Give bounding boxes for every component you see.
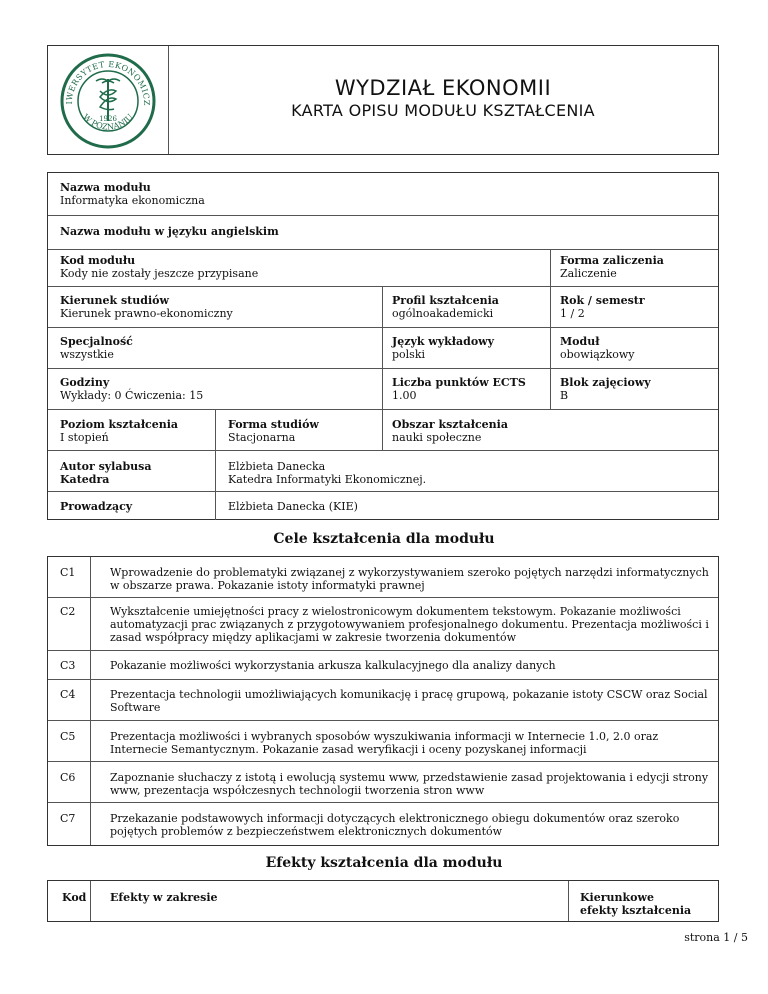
language-cell bbox=[392, 335, 494, 361]
outcomes-col-scope-label: Efekty w zakresie bbox=[110, 891, 218, 904]
ects-value: 1.00 bbox=[392, 389, 417, 402]
module-code-value: Kody nie zostały jeszcze przypisane bbox=[60, 267, 259, 280]
module-code-cell bbox=[60, 254, 258, 280]
faculty-title: WYDZIAŁ EKONOMII bbox=[334, 76, 552, 100]
hours-cell bbox=[60, 376, 203, 402]
ects-label: Liczba punktów ECTS bbox=[392, 376, 526, 389]
module-type-label: Moduł bbox=[560, 335, 600, 348]
outcomes-table bbox=[47, 880, 719, 922]
author-value: Elżbieta Danecka bbox=[228, 460, 326, 473]
card-subtitle: KARTA OPISU MODUŁU KSZTAŁCENIA bbox=[291, 101, 595, 120]
year-cell bbox=[560, 294, 645, 320]
block-label: Blok zajęciowy bbox=[560, 376, 651, 389]
seal-icon bbox=[58, 51, 158, 151]
assessment-value: Zaliczenie bbox=[560, 267, 617, 280]
study-form-value: Stacjonarna bbox=[228, 431, 296, 444]
module-info-table bbox=[47, 172, 719, 520]
goal-text: Prezentacja technologii umożliwiających komunikację i pracę grupową, pokazanie istoty CSCW oraz Social Software bbox=[110, 688, 708, 714]
block-value: B bbox=[560, 389, 569, 402]
module-code-label: Kod modułu bbox=[60, 254, 136, 267]
specialty-value: wszystkie bbox=[60, 348, 114, 361]
specialty-label: Specjalność bbox=[60, 335, 133, 348]
outcomes-col-direction-label-1: Kierunkowe bbox=[580, 891, 654, 904]
page-number: strona 1 / 5 bbox=[684, 931, 748, 944]
module-name-label: Nazwa modułu bbox=[60, 181, 151, 194]
header-box bbox=[47, 45, 719, 155]
profile-value: ogólnoakademicki bbox=[392, 307, 494, 320]
svg-text:UNIWERSYTET EKONOMICZNY: IWERSYTET EKONOMICZ bbox=[64, 59, 152, 106]
goal-text: Przekazanie podstawowych informacji dotyczących elektronicznego obiegu dokumentów oraz szeroko pojętych problemów z bezpieczeństwem elektronicznych dokumentów bbox=[110, 812, 680, 838]
goal-text: Prezentacja możliwości i wybranych sposobów wyszukiwania informacji w Internecie 1.0, 2.0 oraz Internecie Semantycznym. Pokazanie zasad weryfikacji i oceny pozyskanej informacji bbox=[110, 730, 659, 756]
goal-text: Zapoznanie słuchaczy z istotą i ewolucją systemu www, przedstawienie zasad projektowania i edycji strony www, prezentacja współczesnych technologii tworzenia stron www bbox=[110, 771, 709, 797]
outcomes-col-code bbox=[62, 891, 86, 904]
outcomes-col-direction-label-2: efekty kształcenia bbox=[580, 904, 692, 917]
module-name-en-cell bbox=[60, 225, 279, 238]
specialty-cell bbox=[60, 335, 133, 361]
author-value-cell bbox=[228, 460, 426, 486]
lecturer-value-cell bbox=[228, 500, 358, 513]
year-value: 1 / 2 bbox=[560, 307, 585, 320]
level-value: I stopień bbox=[60, 431, 109, 444]
field-value: Kierunek prawno-ekonomiczny bbox=[60, 307, 233, 320]
goal-code: C3 bbox=[60, 659, 76, 672]
goal-code: C4 bbox=[60, 688, 76, 701]
goals-title: Cele kształcenia dla modułu bbox=[273, 531, 495, 547]
goal-text: Wprowadzenie do problematyki związanej z wykorzystywaniem szeroko pojętych narzędzi informatycznych w obszarze prawa. Pokazanie istoty informatyki prawnej bbox=[110, 566, 709, 592]
outcomes-col-direction bbox=[580, 891, 691, 917]
hours-label: Godziny bbox=[60, 376, 110, 389]
goal-code: C6 bbox=[60, 771, 76, 784]
study-form-cell bbox=[228, 418, 319, 444]
ects-cell bbox=[392, 376, 526, 402]
outcomes-col-code-label: Kod bbox=[62, 891, 87, 904]
svg-text:W POZNANIU: W POZNANIU bbox=[81, 112, 135, 132]
lecturer-label: Prowadzący bbox=[60, 500, 133, 513]
university-logo bbox=[58, 51, 158, 151]
outcomes-title: Efekty kształcenia dla modułu bbox=[265, 855, 503, 871]
year-label: Rok / semestr bbox=[560, 294, 645, 307]
language-label: Język wykładowy bbox=[392, 335, 495, 348]
module-name-en-label: Nazwa modułu w języku angielskim bbox=[60, 225, 279, 238]
svg-text:1926: 1926 bbox=[99, 115, 117, 123]
study-form-label: Forma studiów bbox=[228, 418, 319, 431]
area-label: Obszar kształcenia bbox=[392, 418, 508, 431]
lecturer-label-cell bbox=[60, 500, 132, 513]
module-type-value: obowiązkowy bbox=[560, 348, 635, 361]
field-cell bbox=[60, 294, 233, 320]
goal-code: C7 bbox=[60, 812, 76, 825]
assessment-label: Forma zaliczenia bbox=[560, 254, 664, 267]
assessment-cell bbox=[560, 254, 664, 280]
profile-cell bbox=[392, 294, 499, 320]
module-name-cell bbox=[60, 181, 205, 207]
goal-code: C1 bbox=[60, 566, 76, 579]
area-value: nauki społeczne bbox=[392, 431, 482, 444]
department-label: Katedra bbox=[60, 473, 110, 486]
language-value: polski bbox=[392, 348, 426, 361]
block-cell bbox=[560, 376, 651, 402]
level-cell bbox=[60, 418, 178, 444]
lecturer-value: Elżbieta Danecka (KIE) bbox=[228, 500, 358, 513]
module-name-value: Informatyka ekonomiczna bbox=[60, 194, 205, 207]
author-label: Autor sylabusa bbox=[60, 460, 152, 473]
hours-value: Wykłady: 0 Ćwiczenia: 15 bbox=[60, 389, 204, 402]
goal-text: Pokazanie możliwości wykorzystania arkusza kalkulacyjnego dla analizy danych bbox=[110, 659, 556, 672]
profile-label: Profil kształcenia bbox=[392, 294, 499, 307]
goal-code: C5 bbox=[60, 730, 76, 743]
department-value: Katedra Informatyki Ekonomicznej. bbox=[228, 473, 427, 486]
area-cell bbox=[392, 418, 508, 444]
module-type-cell bbox=[560, 335, 635, 361]
goal-code: C2 bbox=[60, 605, 76, 618]
outcomes-col-scope bbox=[110, 891, 218, 904]
level-label: Poziom kształcenia bbox=[60, 418, 179, 431]
author-label-cell bbox=[60, 460, 151, 486]
goal-text: Wykształcenie umiejętności pracy z wielostronicowym dokumentem tekstowym. Pokazanie możliwości automatyzacji prac związanych z przygotowywaniem profesjonalnego dokumentu. Prezentacja możliwości i zasad współpracy między aplikacjami w zakresie tworzenia dokumentów bbox=[110, 605, 709, 644]
field-label: Kierunek studiów bbox=[60, 294, 169, 307]
